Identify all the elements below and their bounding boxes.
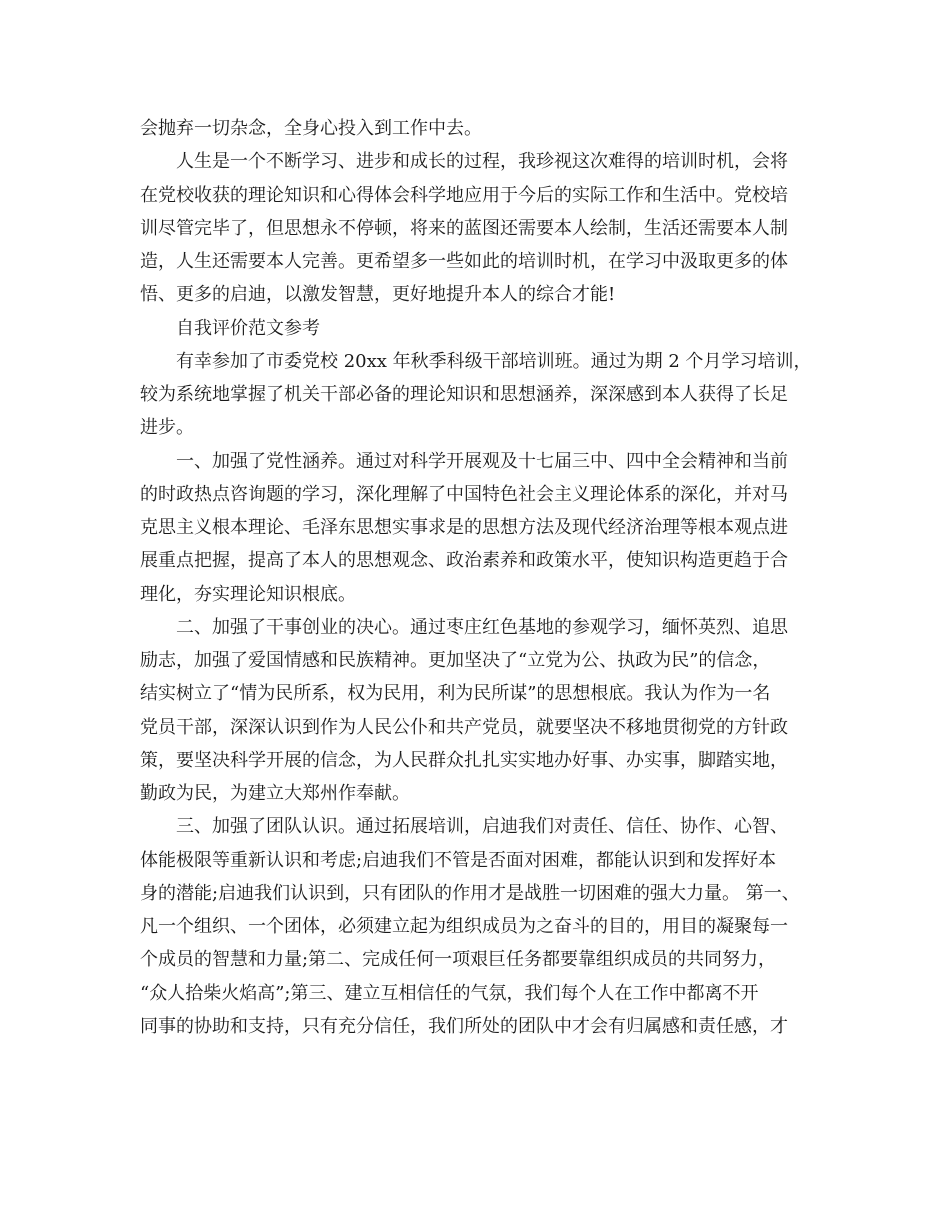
text-line: 训尽管完毕了，但思想永不停顿，将来的蓝图还需要本人绘制，生活还需要本人制 xyxy=(140,217,788,239)
text-line: 进步。 xyxy=(140,417,194,439)
text-line: 结实树立了“情为民所系，权为民用，利为民所谋”的思想根底。我认为作为一名 xyxy=(140,683,771,705)
text-line: 会抛弃一切杂念，全身心投入到工作中去。 xyxy=(140,118,482,139)
text-line: “众人拾柴火焰高”;第三、建立互相信任的气氛，我们每个人在工作中都离不开 xyxy=(140,982,759,1004)
text-line: 身的潜能;启迪我们认识到，只有团队的作用才是战胜一切困难的强大力量。 第一、 xyxy=(140,882,800,904)
text-line: 有幸参加了市委党校 20xx 年秋季科级干部培训班。通过为期 2 个月学习培训， xyxy=(176,350,812,372)
text-line: 勤政为民，为建立大郑州作奉献。 xyxy=(140,783,410,804)
text-line: 策，要坚决科学开展的信念，为人民群众扎扎实实地办好事、办实事，脚踏实地， xyxy=(140,749,788,771)
text-line: 在党校收获的理论知识和心得体会科学地应用于今后的实际工作和生活中。党校培 xyxy=(140,184,788,206)
text-line: 人生是一个不断学习、进步和成长的过程，我珍视这次难得的培训时机，会将 xyxy=(176,151,788,173)
text-line: 凡一个组织、一个团体，必须建立起为组织成员为之奋斗的目的，用目的凝聚每一 xyxy=(140,916,788,937)
text-line: 二、加强了干事创业的决心。通过枣庄红色基地的参观学习，缅怀英烈、追思 xyxy=(176,616,788,638)
text-line: 体能极限等重新认识和考虑;启迪我们不管是否面对困难，都能认识到和发挥好本 xyxy=(140,849,777,871)
text-line: 的时政热点咨询题的学习，深化理解了中国特色社会主义理论体系的深化，并对马 xyxy=(140,483,788,505)
text-line: 一、加强了党性涵养。通过对科学开展观及十七届三中、四中全会精神和当前 xyxy=(176,450,788,472)
text-line: 自我评价范文参考 xyxy=(176,317,320,339)
text-line: 悟、更多的启迪，以激发智慧，更好地提升本人的综合才能! xyxy=(140,284,616,306)
text-line: 展重点把握，提高了本人的思想观念、政治素养和政策水平，使知识构造更趋于合 xyxy=(140,550,788,572)
text-line: 励志，加强了爱国情感和民族精神。更加坚决了“立党为公、执政为民”的信念， xyxy=(140,650,771,671)
text-line: 较为系统地掌握了机关干部必备的理论知识和思想涵养，深深感到本人获得了长足 xyxy=(140,384,788,405)
document-body xyxy=(140,112,810,1043)
text-line: 三、加强了团队认识。通过拓展培训，启迪我们对责任、信任、协作、心智、 xyxy=(176,816,788,838)
text-line: 同事的协助和支持，只有充分信任，我们所处的团队中才会有归属感和责任感，才 xyxy=(140,1015,788,1037)
text-line: 个成员的智慧和力量;第二、完成任何一项艰巨任务都要靠组织成员的共同努力， xyxy=(140,949,777,971)
text-line: 理化，夯实理论知识根底。 xyxy=(140,583,356,605)
text-line: 造，人生还需要本人完善。更希望多一些如此的培训时机，在学习中汲取更多的体 xyxy=(140,251,788,272)
text-line: 克思主义根本理论、毛泽东思想实事求是的思想方法及现代经济治理等根本观点进 xyxy=(140,517,788,538)
text-line: 党员干部，深深认识到作为人民公仆和共产党员，就要坚决不移地贯彻党的方针政 xyxy=(140,716,788,738)
